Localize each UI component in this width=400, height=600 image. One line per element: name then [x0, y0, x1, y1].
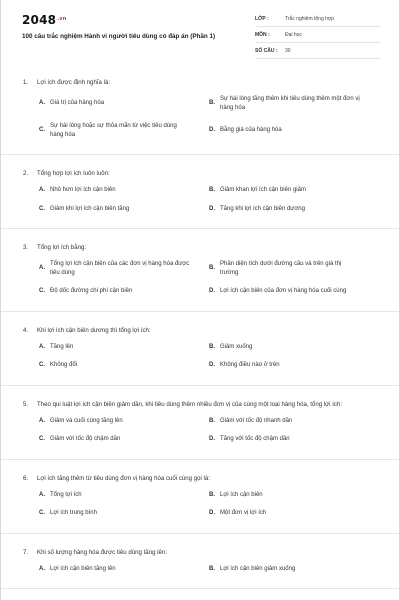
option-letter: D.: [209, 205, 215, 212]
option-text: Tổng lợi ích: [50, 491, 82, 498]
option-text: Lợi ích trung bình: [50, 510, 97, 516]
option-text: Lợi ích cận biên của đơn vị hàng hóa cuối cùng: [220, 288, 347, 294]
option-text: Giảm khan lợi ích cận biên giảm: [220, 187, 306, 193]
meta-value: Trắc nghiệm tổng hợp: [285, 16, 334, 22]
option-letter: A.: [39, 343, 45, 350]
option-c[interactable]: [39, 509, 209, 518]
meta-row-class: [255, 13, 381, 27]
option-letter: D.: [209, 288, 215, 294]
options: [23, 343, 379, 380]
option-b[interactable]: [209, 417, 379, 426]
meta-row-subject: [255, 29, 381, 43]
option-letter: D.: [209, 436, 215, 442]
option-letter: B.: [209, 491, 215, 498]
question-text: [23, 243, 379, 252]
option-a[interactable]: [39, 343, 209, 352]
question-1: [1, 64, 400, 155]
question-body: Tổng lợi ích bằng:: [37, 244, 87, 251]
question-text: [23, 474, 379, 483]
option-letter: A.: [39, 265, 45, 272]
question-3: [1, 229, 400, 312]
meta-label: LỚP :: [255, 16, 269, 22]
logo-main: 2048: [22, 13, 57, 27]
question-body: Khi lợi ích cận biên dương thì tổng lợi ích:: [37, 326, 151, 334]
meta-label: SỐ CÂU :: [255, 48, 278, 54]
option-text: Một đơn vị lợi ích: [220, 510, 267, 516]
option-text: Sự hài lòng hoặc sự thỏa mãn từ việc tiêu dùng hàng hóa: [50, 123, 177, 138]
option-text: Giảm khi lợi ích cận biên tăng: [50, 205, 130, 212]
option-c[interactable]: [39, 205, 209, 214]
option-a[interactable]: [39, 260, 209, 277]
question-text: [23, 326, 379, 335]
question-body: Khi số lượng hàng hóa được tiêu dùng tăng lên:: [37, 548, 167, 556]
options: [23, 491, 379, 528]
question-7: [1, 534, 400, 590]
question-body: Tổng hợp lợi ích luôn luôn:: [37, 170, 110, 177]
question-5: [1, 386, 400, 460]
options: [23, 260, 379, 306]
option-b[interactable]: [209, 491, 379, 500]
page-header: [1, 0, 400, 64]
option-letter: A.: [39, 100, 45, 107]
options: [23, 417, 379, 454]
option-b[interactable]: [209, 343, 379, 352]
option-a[interactable]: [39, 186, 209, 195]
option-c[interactable]: [39, 435, 209, 444]
option-text: Tăng khi lợi ích cận biên dương: [220, 205, 305, 212]
option-letter: C.: [39, 288, 45, 294]
option-d[interactable]: [209, 122, 379, 139]
option-letter: A.: [39, 565, 45, 572]
meta-value: Đại học: [285, 32, 302, 38]
question-body: Lợi ích được định nghĩa là:: [37, 79, 111, 86]
option-letter: D.: [209, 510, 215, 516]
option-letter: C.: [39, 510, 45, 516]
document-title: 100 câu trắc nghiệm Hành vi người tiêu dùng có đáp án (Phần 1): [22, 33, 216, 40]
question-list: [1, 64, 400, 589]
option-letter: A.: [39, 417, 45, 424]
option-text: Tăng lên: [50, 343, 74, 350]
question-2: [1, 155, 400, 229]
option-b[interactable]: [209, 95, 379, 112]
option-c[interactable]: [39, 361, 209, 370]
question-text: [23, 78, 379, 87]
meta-value: 30: [285, 48, 291, 54]
question-text: [23, 400, 379, 409]
option-b[interactable]: [209, 186, 379, 195]
question-number: 5.: [23, 400, 29, 408]
option-text: Giảm và cuối cùng tăng lên: [50, 417, 123, 424]
logo-suffix: .vn: [57, 16, 67, 22]
question-body: Lợi ích tăng thêm từ tiêu dùng đơn vị hàng hóa cuối cùng gọi là:: [37, 474, 210, 482]
option-text: Lợi ích cận biên giảm xuống: [220, 565, 296, 572]
option-d[interactable]: [209, 361, 379, 370]
option-text: Giảm với tốc độ chậm dần: [50, 436, 121, 442]
site-logo[interactable]: [22, 13, 67, 27]
options: [23, 186, 379, 223]
option-c[interactable]: [39, 122, 209, 139]
option-letter: A.: [39, 187, 45, 193]
option-d[interactable]: [209, 205, 379, 214]
option-text: Giảm xuống: [220, 343, 253, 350]
option-letter: B.: [209, 417, 215, 424]
meta-info: [255, 13, 381, 61]
meta-label: MÔN :: [255, 32, 270, 38]
question-number: 2.: [23, 170, 29, 177]
option-a[interactable]: [39, 417, 209, 426]
option-d[interactable]: [209, 435, 379, 444]
option-text: Nhỏ hơn lợi ích cận biên: [50, 187, 116, 193]
option-b[interactable]: [209, 565, 379, 574]
option-letter: B.: [209, 100, 215, 107]
option-text: Sự hài lòng tăng thêm khi tiêu dùng thêm một đơn vị hàng hóa: [220, 96, 360, 111]
question-6: [1, 460, 400, 534]
option-text: Lợi ích cận biên tăng lên: [50, 565, 116, 572]
option-letter: C.: [39, 127, 45, 134]
question-text: [23, 548, 379, 557]
option-b[interactable]: [209, 260, 379, 277]
option-letter: C.: [39, 436, 45, 442]
option-letter: B.: [209, 343, 215, 350]
option-text: Phần diện tích dưới đường cầu và trên giá thị trường: [220, 261, 342, 276]
option-letter: C.: [39, 205, 45, 212]
option-letter: B.: [209, 265, 215, 272]
option-c[interactable]: [39, 287, 209, 296]
option-d[interactable]: [209, 287, 379, 296]
question-number: 1.: [23, 79, 29, 86]
question-body: Theo qui luật lợi ích cận biên giảm dần, khi tiêu dùng thêm nhiều đơn vị của cùng một loại hàng hóa, tổng lợi ích:: [37, 400, 343, 408]
option-text: Bằng giá của hàng hóa: [220, 127, 282, 134]
option-letter: D.: [209, 362, 215, 368]
question-number: 7.: [23, 548, 29, 556]
question-text: [23, 169, 379, 178]
question-number: 6.: [23, 474, 29, 482]
option-letter: A.: [39, 491, 45, 498]
options: [23, 95, 379, 149]
question-4: [1, 312, 400, 386]
option-text: Tổng lợi ích cận biên của các đơn vị hàng hóa được tiêu dùng: [50, 261, 190, 276]
question-number: 3.: [23, 244, 29, 251]
option-a[interactable]: [39, 491, 209, 500]
option-text: Lợi ích cận biên: [220, 491, 263, 498]
option-a[interactable]: [39, 95, 209, 112]
option-d[interactable]: [209, 509, 379, 518]
option-text: Giảm với tốc độ nhanh dần: [220, 417, 293, 424]
option-a[interactable]: [39, 565, 209, 574]
meta-row-count: [255, 45, 381, 59]
options: [23, 565, 379, 584]
option-letter: B.: [209, 565, 215, 572]
option-text: Tăng với tốc độ chậm dần: [220, 436, 290, 442]
option-text: Không điều nào ở trên: [220, 362, 280, 368]
option-text: Giá trị của hàng hóa: [50, 100, 105, 107]
question-number: 4.: [23, 326, 29, 334]
option-letter: B.: [209, 187, 215, 193]
option-letter: D.: [209, 127, 215, 134]
option-text: Không đổi: [50, 362, 78, 368]
option-letter: C.: [39, 362, 45, 368]
option-text: Độ dốc đường chi phí cận biên: [50, 288, 133, 294]
